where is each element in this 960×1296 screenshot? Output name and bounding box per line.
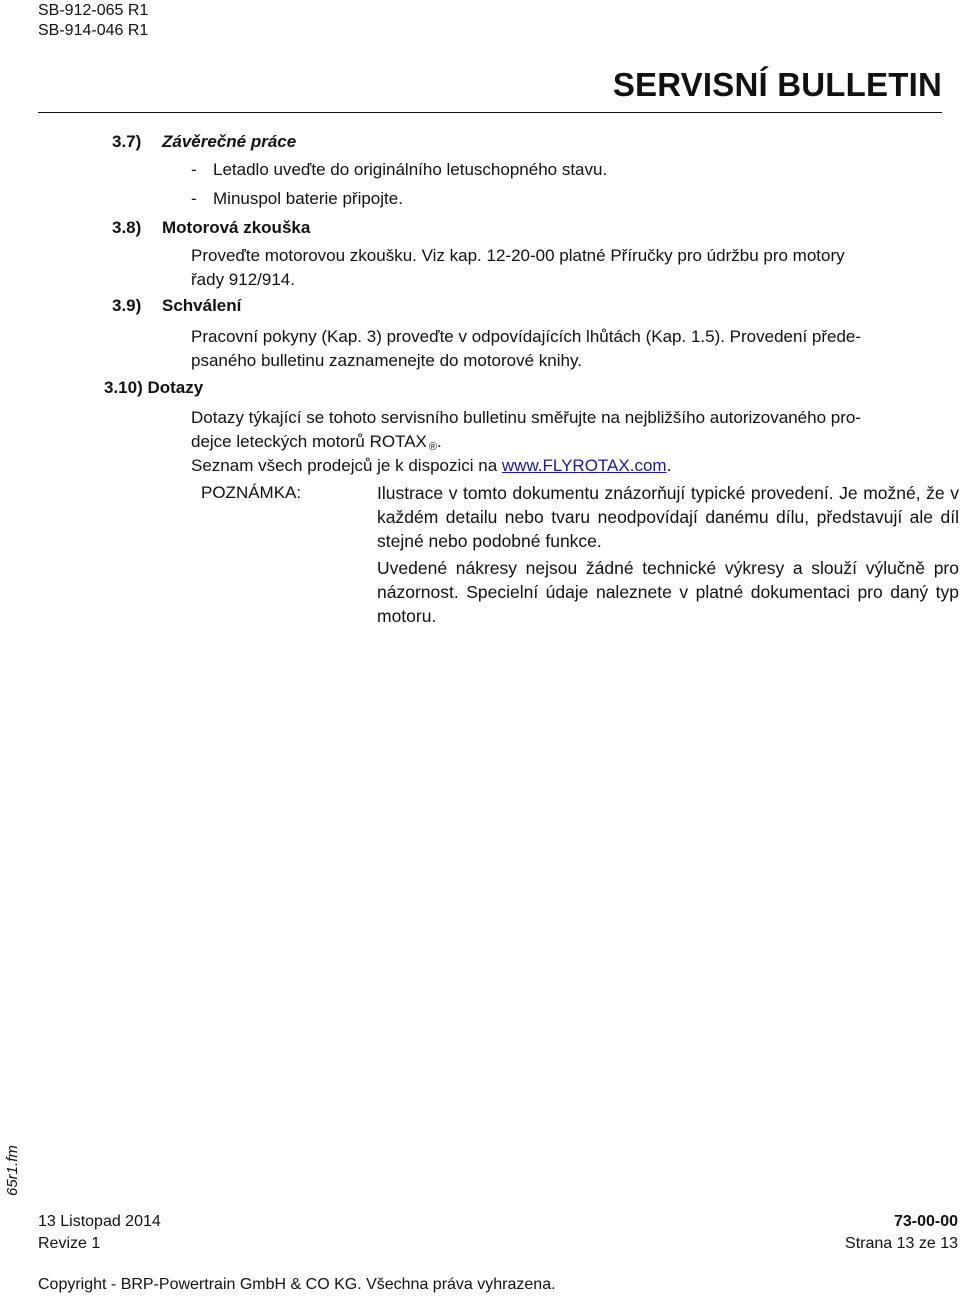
note-label: POZNÁMKA: xyxy=(201,483,302,502)
registered-mark: ® xyxy=(428,441,437,453)
page-title: SERVISNÍ BULLETIN xyxy=(612,66,942,103)
section-title: Dotazy xyxy=(147,378,204,397)
section-number: 3.7) xyxy=(112,132,142,151)
section-3-8-text-line-2: řady 912/914. xyxy=(191,270,295,289)
footer-revision: Revize 1 xyxy=(38,1235,101,1252)
section-3-9-text-line-2: psaného bulletinu zaznamenejte do motorové knihy. xyxy=(191,351,582,370)
section-3-8-heading xyxy=(112,217,310,239)
footer-page-number: Strana 13 ze 13 xyxy=(845,1235,958,1252)
section-3-9-text-line-1: Pracovní pokyny (Kap. 3) proveďte v odpovídajících lhůtách (Kap. 1.5). Provedení přede- xyxy=(191,327,862,346)
section-3-10-text-line-1: Dotazy týkající se tohoto servisního bulletinu směřujte na nejbližšího autorizovaného pro- xyxy=(191,408,861,427)
section-title: Motorová zkouška xyxy=(162,218,311,237)
section-number: 3.10) xyxy=(104,378,143,397)
note-paragraph-1: Ilustrace v tomto dokumentu znázorňují typické provedení. Je možné, že v každém detailu nebo tvaru neodpovídají danému dílu, představují ale díl stejné nebo podobné funkce. xyxy=(377,483,959,551)
list-item: - Letadlo uveďte do originálního letuschopného stavu. xyxy=(191,160,608,179)
section-number: 3.9) xyxy=(112,296,142,315)
header-divider xyxy=(38,112,942,113)
section-3-8-text-line-1: Proveďte motorovou zkoušku. Viz kap. 12-20-00 platné Příručky pro údržbu pro motory xyxy=(191,246,845,265)
file-name-label: 65r1.fm xyxy=(4,1145,21,1196)
footer-date: 13 Listopad 2014 xyxy=(38,1213,161,1230)
document-id-912: SB-912-065 R1 xyxy=(38,2,149,19)
document-id-914: SB-914-046 R1 xyxy=(38,22,149,39)
section-3-7-heading xyxy=(112,131,296,153)
section-3-9-heading xyxy=(112,295,241,317)
section-3-10-heading xyxy=(104,377,203,399)
footer-copyright: Copyright - BRP-Powertrain GmbH & CO KG. Všechna práva vyhrazena. xyxy=(38,1276,556,1293)
flyrotax-link[interactable]: www.FLYROTAX.com xyxy=(501,456,667,475)
section-title: Schválení xyxy=(162,296,242,315)
section-3-10-text-line-2: dejce leteckých motorů ROTAX ®. xyxy=(191,432,442,453)
footer-chapter: 73-00-00 xyxy=(893,1213,958,1230)
section-3-10-text-line-3: Seznam všech prodejců je k dispozici na www.FLYROTAX.com. xyxy=(191,456,672,475)
note-paragraph-2: Uvedené nákresy nejsou žádné technické výkresy a slouží výlučně pro názornost. Specielní údaje naleznete v platné dokumentaci pro daný typ motoru. xyxy=(377,558,959,626)
section-number: 3.8) xyxy=(112,218,142,237)
list-item: - Minuspol baterie připojte. xyxy=(191,189,403,208)
section-title: Závěrečné práce xyxy=(162,132,297,151)
